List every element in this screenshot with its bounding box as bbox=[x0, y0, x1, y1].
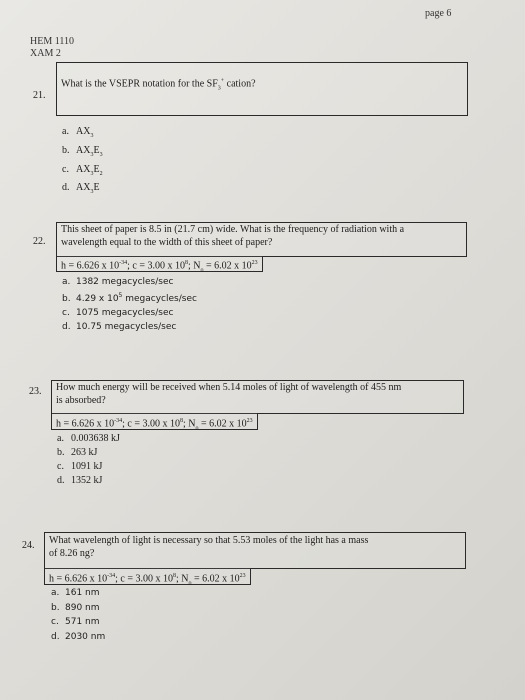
question-22-number: 22. bbox=[33, 236, 46, 247]
prompt-tail: cation? bbox=[226, 78, 256, 90]
question-22-line2: wavelength equal to the width of this sheet of paper? bbox=[61, 236, 273, 248]
exam-name: XAM 2 bbox=[30, 48, 61, 59]
q21-option-b[interactable]: b. $AX_3E_3$ bbox=[62, 144, 103, 158]
q22-option-b[interactable]: b. 4.29 x $10^5$ megacycles/sec bbox=[62, 292, 197, 304]
question-23-options bbox=[57, 432, 120, 488]
q23-option-a[interactable]: a. 0.003638 kJ bbox=[57, 433, 120, 444]
course-code: HEM 1110 bbox=[30, 36, 74, 47]
question-23-line2: is absorbed? bbox=[56, 394, 106, 406]
question-24-number: 24. bbox=[22, 540, 35, 551]
q23-option-d[interactable]: d. 1352 kJ bbox=[57, 475, 103, 486]
page-number: page 6 bbox=[425, 8, 452, 19]
question-24-options bbox=[51, 586, 105, 644]
question-23-constants: h = 6.626 x $10^{-34}$; c = 3.00 x $10^8$; $N_o = 6.02$ x $10^{23}$ bbox=[51, 413, 258, 430]
question-21-options bbox=[62, 125, 103, 200]
question-24-line2: of 8.26 ng? bbox=[49, 547, 95, 559]
prompt-sup: + bbox=[220, 78, 225, 84]
q22-option-d[interactable]: d. 10.75 megacycles/sec bbox=[62, 322, 177, 332]
q23-option-c[interactable]: c. 1091 kJ bbox=[57, 461, 103, 472]
question-22-options bbox=[62, 275, 197, 334]
prompt-sub: 3 bbox=[217, 85, 221, 92]
q23-option-b[interactable]: b. 263 kJ bbox=[57, 447, 98, 458]
question-23-line1: How much energy will be received when 5.14 moles of light of wavelength of 455 nm bbox=[56, 382, 402, 393]
question-21-number: 21. bbox=[33, 90, 46, 101]
question-23-number: 23. bbox=[29, 386, 42, 397]
q24-option-d[interactable]: d. 2030 nm bbox=[51, 631, 106, 642]
question-24-box bbox=[44, 532, 466, 569]
q24-option-a[interactable]: a. 161 nm bbox=[51, 588, 100, 598]
question-24-constants: h = 6.626 x $10^{-34}$; c = 3.00 x $10^8$; $N_o = 6.02$ x $10^{23}$ bbox=[44, 568, 251, 585]
q22-option-a[interactable]: a. 1382 megacycles/sec bbox=[62, 277, 174, 287]
q24-option-b[interactable]: b. 890 nm bbox=[51, 602, 100, 613]
q21-option-a[interactable]: a. $AX_3$ bbox=[62, 126, 94, 139]
question-22-constants: h = 6.626 x $10^{-34}$; c = 3.00 x $10^8$; $N_o = 6.02$ x $10^{23}$ bbox=[56, 256, 263, 272]
question-21-prompt: What is the VSEPR notation for the SF bbox=[61, 78, 218, 90]
q24-option-c[interactable]: c. 571 nm bbox=[51, 617, 100, 627]
question-21-box bbox=[56, 62, 468, 116]
question-24-line1: What wavelength of light is necessary so that 5.53 moles of the light has a mass bbox=[49, 535, 369, 546]
q21-option-d[interactable]: d. $AX_3E$ bbox=[62, 182, 100, 196]
question-22-box bbox=[56, 222, 467, 257]
question-23-box bbox=[51, 380, 464, 414]
q21-option-c[interactable]: c. $AX_3E_2$ bbox=[62, 163, 103, 177]
q22-option-c[interactable]: c. 1075 megacycles/sec bbox=[62, 308, 174, 318]
question-22-line1: This sheet of paper is 8.5 in (21.7 cm) wide. What is the frequency of radiation with a bbox=[61, 224, 405, 235]
